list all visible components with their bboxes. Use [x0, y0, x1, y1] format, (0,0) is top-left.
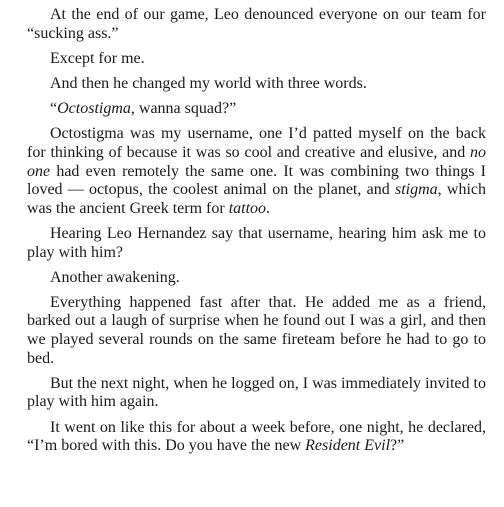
text-run: ?” [390, 437, 405, 455]
text-run: And then he changed my world with three words. [50, 74, 367, 92]
text-run: At the end of our game, Leo denounced everyone on our team for “sucking ass.” [27, 6, 486, 42]
paragraph [27, 100, 486, 119]
text-run-italic: Resident Evil [305, 437, 391, 455]
paragraph [27, 225, 486, 262]
paragraph [27, 6, 486, 43]
text-run-italic: Octostigma [57, 100, 131, 118]
paragraph [27, 50, 486, 69]
paragraph [27, 419, 486, 456]
text-run: Octostigma was my username, one I’d patted myself on the back for thinking of because it was so cool and creative and elusive, and [27, 125, 486, 161]
text-run-italic: tattoo [228, 199, 267, 217]
paragraph [27, 269, 486, 288]
paragraph [27, 75, 486, 94]
text-run: , wanna squad?” [130, 100, 237, 118]
text-run-italic: stigma [394, 181, 438, 199]
text-run-italic: no one [27, 143, 486, 180]
text-run: Everything happened fast after that. He added me as a friend, barked out a laugh of surprise when he found out I was a girl, and then we played several rounds on the same fireteam before he had to go to bed. [27, 293, 486, 367]
text-run: It went on like this for about a week before, one night, he declared, “I’m bored with this. Do you have the new [27, 418, 486, 455]
text-run: , which was the ancient Greek term for [27, 181, 486, 217]
text-run: Another awakening. [50, 268, 180, 286]
text-run: “ [50, 100, 58, 118]
paragraph [27, 375, 486, 412]
paragraph [27, 125, 486, 218]
text-run: . [266, 199, 271, 217]
paragraph [27, 294, 486, 368]
text-run: But the next night, when he logged on, I was immediately invited to play with him again. [27, 374, 486, 411]
text-run: Except for me. [50, 49, 145, 67]
text-run: Hearing Leo Hernandez say that username, hearing him ask me to play with him? [27, 224, 486, 261]
text-run: had even remotely the same one. It was combining two things I loved — octopus, the coolest animal on the planet, and [27, 162, 486, 199]
